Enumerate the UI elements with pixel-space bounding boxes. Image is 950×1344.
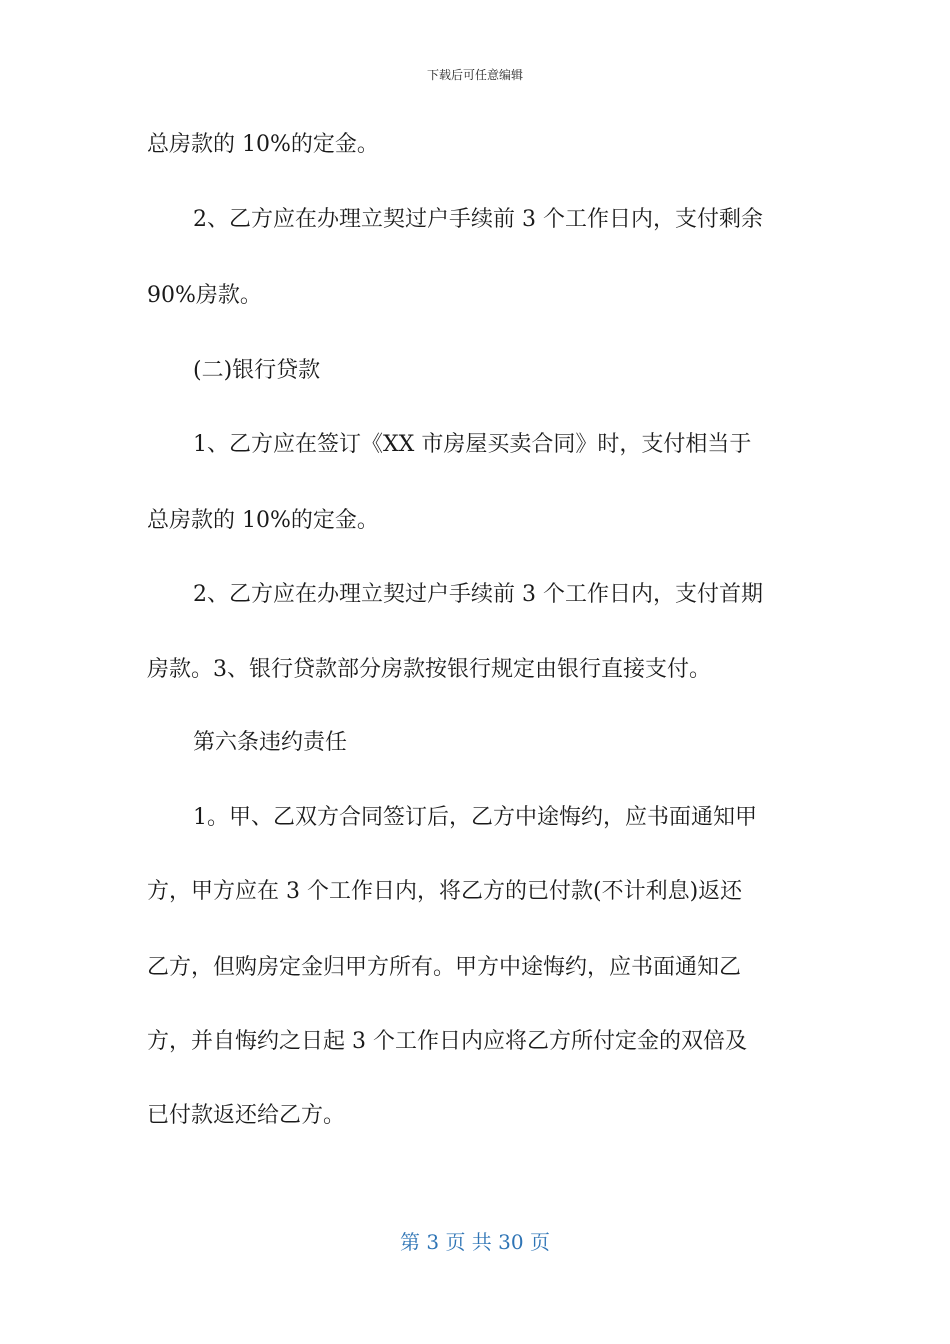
paragraph-line: 2、乙方应在办理立契过户手续前 3 个工作日内，支付剩余: [193, 207, 763, 232]
paragraph-line: 1、乙方应在签订《XX 市房屋买卖合同》时，支付相当于: [193, 432, 752, 457]
paragraph-line: 已付款返还给乙方。: [147, 1103, 346, 1128]
paragraph-line: 方，并自悔约之日起 3 个工作日内应将乙方所付定金的双倍及: [147, 1029, 747, 1054]
paragraph-line: 房款。3、银行贷款部分房款按银行规定由银行直接支付。: [147, 657, 711, 682]
paragraph-line: 90%房款。: [147, 283, 262, 308]
article-heading: 第六条违约责任: [193, 730, 348, 755]
paragraph-line: 乙方，但购房定金归甲方所有。甲方中途悔约，应书面通知乙: [147, 955, 742, 980]
page-number-footer: 第 3 页 共 30 页: [400, 1230, 550, 1254]
paragraph-line: 1。甲、乙双方合同签订后，乙方中途悔约，应书面通知甲: [193, 805, 757, 830]
page-header: 下载后可任意编辑: [426, 68, 523, 82]
paragraph-line: 2、乙方应在办理立契过户手续前 3 个工作日内，支付首期: [193, 582, 763, 607]
paragraph-line: 方，甲方应在 3 个工作日内，将乙方的已付款(不计利息)返还: [147, 879, 743, 904]
paragraph-line: 总房款的 10%的定金。: [147, 508, 379, 533]
paragraph-line: 总房款的 10%的定金。: [147, 132, 379, 157]
section-heading: (二)银行贷款: [193, 358, 321, 383]
